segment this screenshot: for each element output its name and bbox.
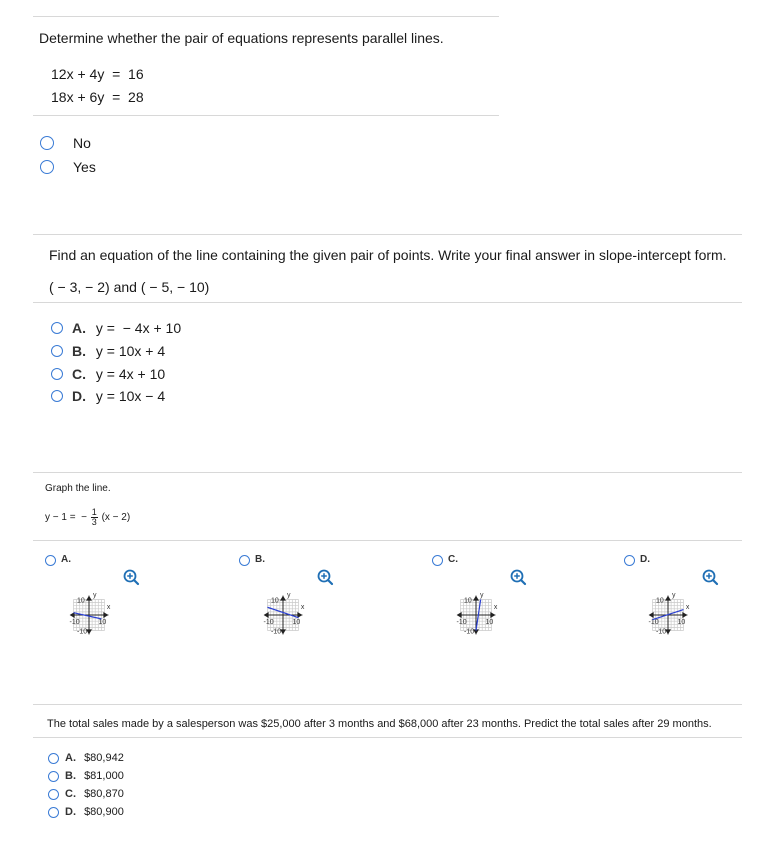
x-tick-min-label: -10 (263, 619, 274, 626)
q3-graph-a[interactable] (49, 567, 149, 662)
q2-option-b-letter: B. (72, 343, 86, 359)
x-axis-label: x (493, 604, 498, 611)
q2-option-d-radio[interactable] (51, 390, 63, 402)
q1-bottom-divider (33, 115, 499, 116)
q3-equation (45, 508, 130, 527)
q2-option-c-letter: C. (72, 366, 86, 382)
q3-top-divider (33, 472, 742, 473)
q2-option-a-radio[interactable] (51, 322, 63, 334)
q1-equation-1: 12x + 4y = 16 (51, 66, 144, 82)
q3-fraction-numerator: 1 (91, 507, 97, 517)
q1-option-no-radio[interactable] (40, 136, 54, 150)
y-axis-arrow-up (665, 596, 671, 601)
y-tick-max-label: 10 (77, 597, 85, 605)
zoom-in-icon[interactable] (125, 571, 139, 585)
q4-option-a-text: $80,942 (84, 752, 124, 764)
q3-equation-fraction (91, 508, 98, 527)
q3-graph-c[interactable] (436, 567, 536, 662)
zoom-in-icon[interactable] (512, 571, 526, 585)
q2-option-d-text: y = 10x − 4 (95, 388, 166, 404)
y-axis-label: y (672, 592, 676, 600)
x-tick-min-label: -10 (648, 619, 659, 626)
q3-option-c-radio[interactable] (432, 555, 443, 566)
q2-prompt: Find an equation of the line containing the given pair of points. Write your final answer in slope-intercept form. (49, 247, 727, 263)
q3-equation-left: y − 1 = − (45, 512, 87, 523)
q3-graph-b[interactable] (243, 567, 343, 662)
q2-option-a-letter: A. (72, 320, 86, 336)
x-axis-arrow-right (490, 612, 495, 618)
q3-option-d-radio[interactable] (624, 555, 635, 566)
q3-option-a-letter[interactable]: A. (61, 554, 71, 565)
y-axis-arrow-up (86, 596, 92, 601)
q4-option-a-radio[interactable] (48, 753, 59, 764)
q4-option-d-text: $80,900 (84, 806, 124, 818)
q3-equation-right: (x − 2) (101, 512, 131, 523)
q4-option-c-label[interactable] (65, 788, 124, 800)
q4-option-d-label[interactable] (65, 806, 124, 818)
q3-graph-d[interactable] (628, 567, 728, 662)
q2-option-b-label[interactable] (72, 343, 165, 359)
y-tick-min-label: -10 (656, 628, 667, 636)
y-axis-label: y (93, 592, 97, 600)
q2-option-c-text: y = 4x + 10 (95, 366, 166, 382)
q4-option-b-letter: B. (65, 770, 76, 782)
q2-option-c-label[interactable] (72, 366, 165, 382)
q2-bottom-divider (33, 302, 742, 303)
q2-option-b-text: y = 10x + 4 (95, 343, 166, 359)
q3-option-d-letter[interactable]: D. (640, 554, 650, 565)
y-axis-label: y (287, 592, 291, 600)
x-axis-arrow-right (103, 612, 108, 618)
q4-option-a-label[interactable] (65, 752, 124, 764)
x-axis-label: x (106, 604, 111, 611)
x-tick-min-label: -10 (456, 619, 467, 626)
q3-option-c-letter[interactable]: C. (448, 554, 458, 565)
x-tick-max-label: 10 (485, 619, 494, 626)
q2-option-d-letter: D. (72, 388, 86, 404)
y-tick-max-label: 10 (271, 597, 279, 605)
q4-option-a-letter: A. (65, 752, 76, 764)
y-axis-arrow-up (280, 596, 286, 601)
q1-top-divider (33, 16, 499, 17)
x-axis-arrow-right (682, 612, 687, 618)
x-axis-arrow-left (457, 612, 462, 618)
q3-option-b-letter[interactable]: B. (255, 554, 265, 565)
q3-option-b-radio[interactable] (239, 555, 250, 566)
q2-option-d-label[interactable] (72, 388, 165, 404)
q4-top-divider (33, 704, 742, 705)
y-tick-min-label: -10 (271, 628, 282, 636)
q1-equation-2: 18x + 6y = 28 (51, 89, 144, 105)
x-tick-max-label: 10 (98, 619, 107, 626)
x-axis-arrow-left (264, 612, 269, 618)
q4-option-d-radio[interactable] (48, 807, 59, 818)
q2-option-c-radio[interactable] (51, 368, 63, 380)
x-tick-min-label: -10 (69, 619, 80, 626)
q4-option-b-text: $81,000 (84, 770, 124, 782)
q1-prompt: Determine whether the pair of equations represents parallel lines. (39, 30, 444, 46)
q3-prompt: Graph the line. (45, 483, 111, 494)
q1-option-yes-label[interactable]: Yes (73, 159, 96, 175)
q2-option-a-text: y = − 4x + 10 (95, 320, 182, 336)
q3-fraction-denominator: 3 (91, 517, 97, 527)
q3-bottom-divider (33, 540, 742, 541)
q2-top-divider (33, 234, 742, 235)
y-tick-max-label: 10 (464, 597, 472, 605)
x-axis-label: x (300, 604, 305, 611)
q3-option-a-radio[interactable] (45, 555, 56, 566)
q4-bottom-divider (33, 737, 742, 738)
y-tick-min-label: -10 (464, 628, 475, 636)
y-axis-label: y (480, 592, 484, 600)
q4-option-c-radio[interactable] (48, 789, 59, 800)
q4-option-d-letter: D. (65, 806, 76, 818)
zoom-in-icon[interactable] (319, 571, 333, 585)
q1-option-yes-radio[interactable] (40, 160, 54, 174)
q4-option-c-letter: C. (65, 788, 76, 800)
x-tick-max-label: 10 (677, 619, 686, 626)
x-axis-label: x (685, 604, 690, 611)
y-axis-arrow-up (473, 596, 479, 601)
y-tick-min-label: -10 (77, 628, 88, 636)
q2-option-a-label[interactable] (72, 320, 181, 336)
q4-prompt: The total sales made by a salesperson was $25,000 after 3 months and $68,000 after 23 months. Predict the total sales after 29 months. (47, 718, 712, 730)
q4-option-b-radio[interactable] (48, 771, 59, 782)
q4-option-b-label[interactable] (65, 770, 124, 782)
x-tick-max-label: 10 (292, 619, 301, 626)
q2-option-b-radio[interactable] (51, 345, 63, 357)
q1-option-no-label[interactable]: No (73, 135, 91, 151)
x-axis-arrow-left (649, 612, 654, 618)
q4-option-c-text: $80,870 (84, 788, 124, 800)
y-tick-max-label: 10 (656, 597, 664, 605)
zoom-in-icon[interactable] (704, 571, 718, 585)
q2-points: ( − 3, − 2) and ( − 5, − 10) (49, 279, 210, 295)
